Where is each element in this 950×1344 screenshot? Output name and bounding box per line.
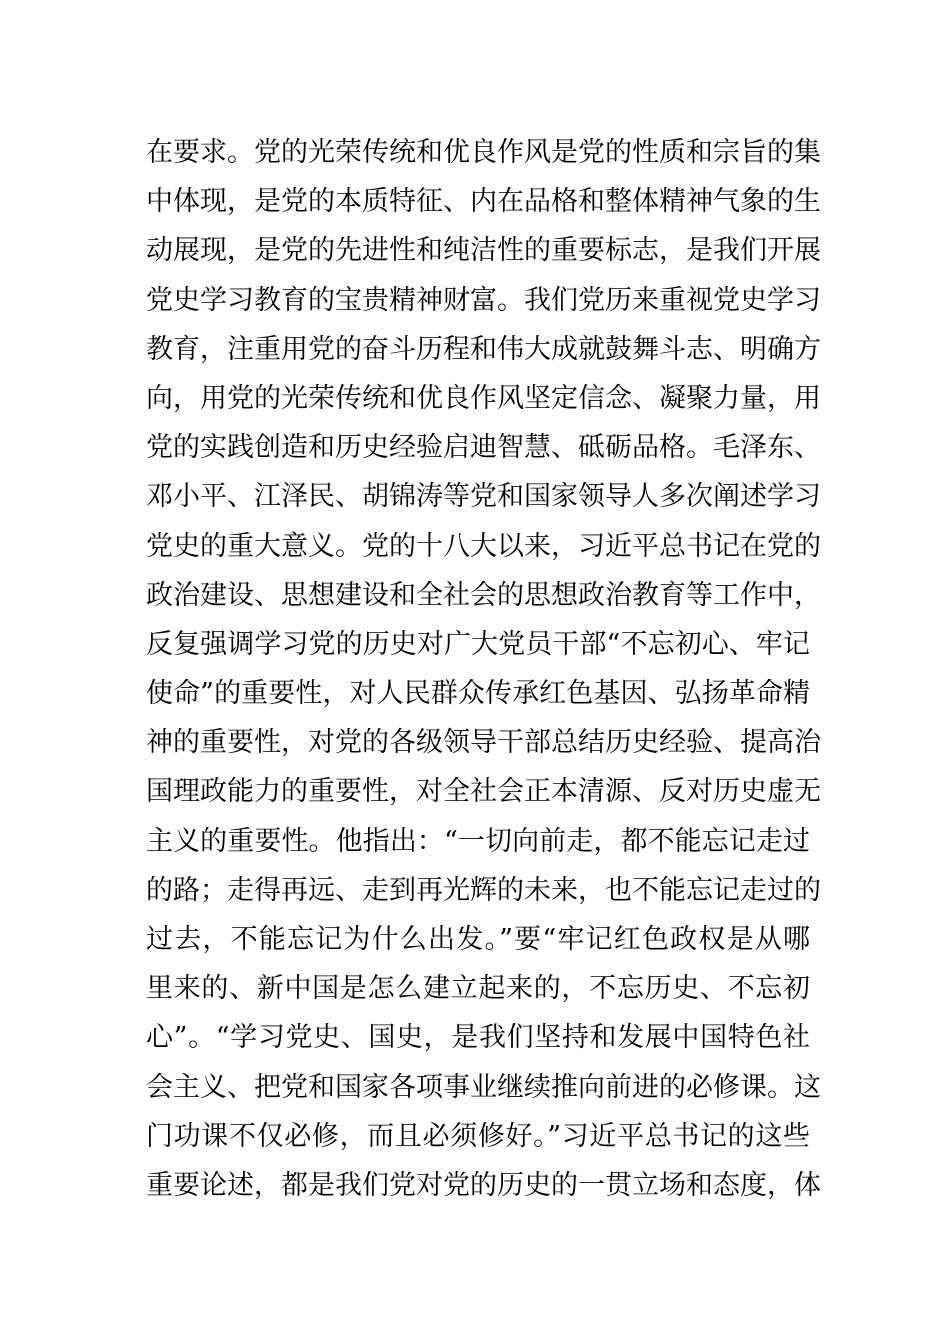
text-line: 向，用党的光荣传统和优良作风坚定信念、凝聚力量，用: [146, 382, 821, 414]
text-line: 动展现，是党的先进性和纯洁性的重要标志，是我们开展: [146, 235, 821, 267]
text-line: 里来的、新中国是怎么建立起来的，不忘历史、不忘初: [146, 973, 810, 1005]
text-line: 重要论述，都是我们党对党的历史的一贯立场和态度，体: [146, 1169, 821, 1201]
text-line: 使命”的重要性，对人民群众传承红色基因、弘扬革命精: [146, 678, 810, 710]
text-line: 中体现，是党的本质特征、内在品格和整体精神气象的生: [146, 186, 821, 218]
text-line: 党的实践创造和历史经验启迪智慧、砥砺品格。毛泽东、: [146, 432, 821, 464]
text-line: 政治建设、思想建设和全社会的思想政治教育等工作中，: [146, 579, 821, 611]
text-line: 主义的重要性。他指出：“一切向前走，都不能忘记走过: [146, 825, 810, 857]
text-line: 门功课不仅必修，而且必须修好。”习近平总书记的这些: [146, 1120, 810, 1152]
text-line: 党史学习教育的宝贵精神财富。我们党历来重视党史学习: [146, 284, 821, 316]
text-line: 心”。“学习党史、国史，是我们坚持和发展中国特色社: [146, 1022, 810, 1054]
text-line: 会主义、把党和国家各项事业继续推向前进的必修课。这: [146, 1071, 821, 1103]
text-line: 党史的重大意义。党的十八大以来，习近平总书记在党的: [146, 530, 821, 562]
text-line: 反复强调学习党的历史对广大党员干部“不忘初心、牢记: [146, 628, 810, 660]
body-paragraph: [146, 128, 821, 1210]
text-line: 过去，不能忘记为什么出发。”要“牢记红色政权是从哪: [146, 924, 810, 955]
text-line: 的路；走得再远、走到再光辉的未来，也不能忘记走过的: [146, 874, 821, 906]
text-line: 邓小平、江泽民、胡锦涛等党和国家领导人多次阐述学习: [146, 481, 821, 513]
text-line: 国理政能力的重要性，对全社会正本清源、反对历史虚无: [146, 776, 821, 808]
text-line: 在要求。党的光荣传统和优良作风是党的性质和宗旨的集: [146, 137, 821, 168]
text-line: 神的重要性，对党的各级领导干部总结历史经验、提高治: [146, 727, 821, 759]
text-line: 教育，注重用党的奋斗历程和伟大成就鼓舞斗志、明确方: [146, 333, 821, 365]
